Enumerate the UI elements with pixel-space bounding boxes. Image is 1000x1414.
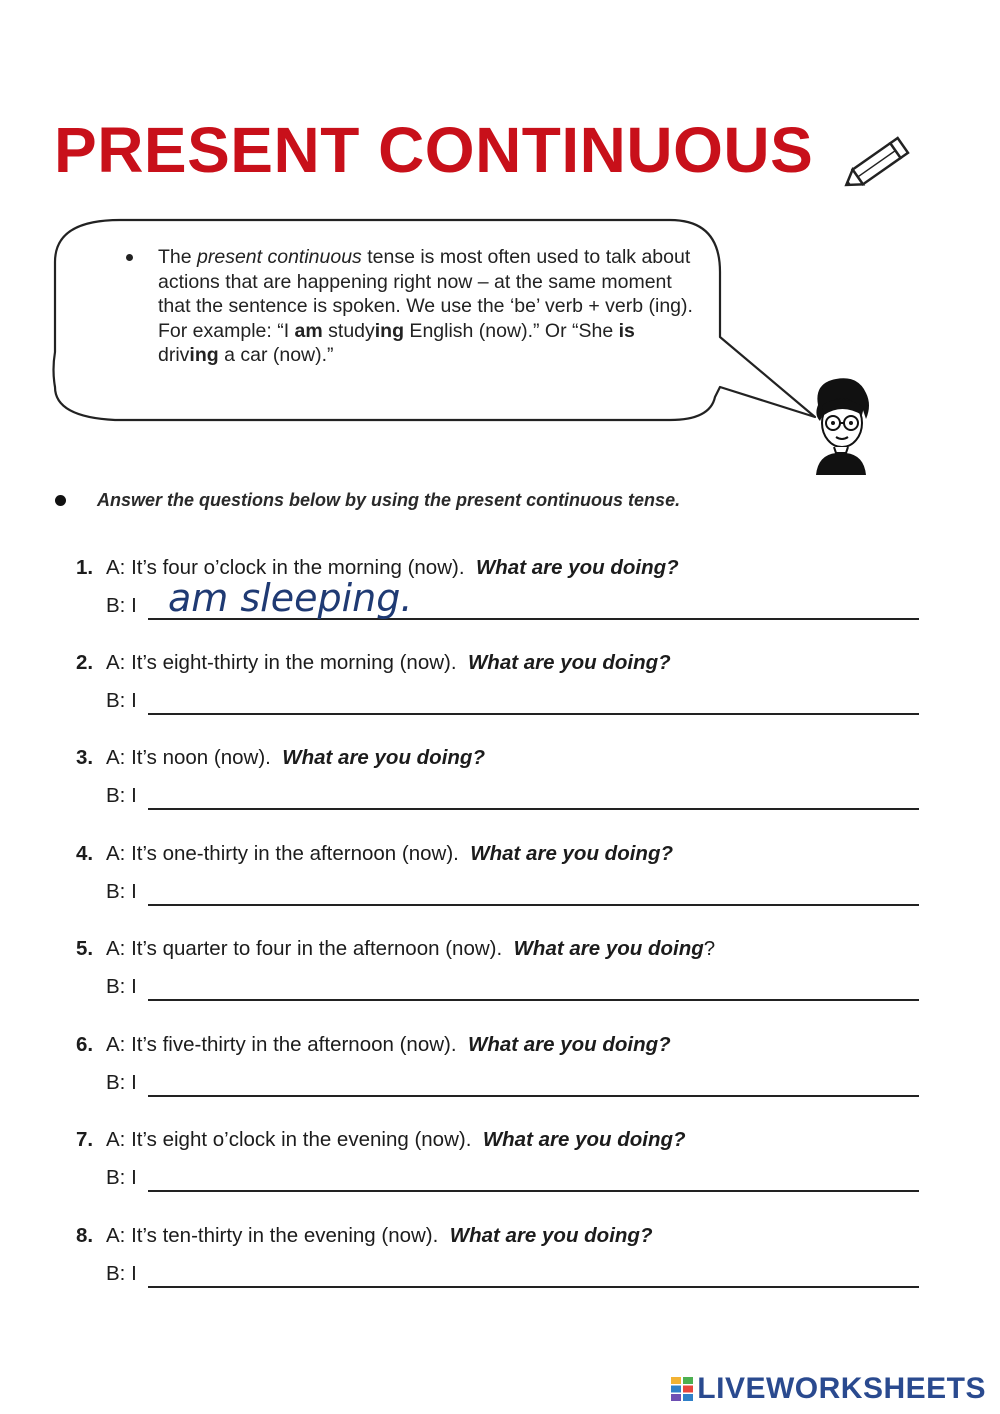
answer-field[interactable]: B: I	[106, 878, 936, 906]
liveworksheets-logo-icon	[671, 1377, 693, 1401]
answer-field[interactable]: B: I	[106, 687, 936, 715]
answer-field[interactable]: B: I	[106, 1260, 936, 1288]
handwritten-answer: am sleeping.	[168, 576, 413, 620]
answer-field[interactable]: B: I	[106, 973, 936, 1001]
pencil-icon	[838, 132, 918, 196]
answer-field[interactable]: B: I	[106, 1164, 936, 1192]
question-item: 2. A: It’s eight-thirty in the morning (now). What are you doing? B: I	[76, 650, 936, 715]
intro-text: The present continuous tense is most often used to talk about actions that are happening right now – at the same moment that the sentence is spoken. We use the ‘be’ verb + verb (ing). For example: “I am studying English (now).” Or “She is driving a car (now).”	[158, 246, 693, 366]
question-item: 7. A: It’s eight o’clock in the evening (now). What are you doing? B: I	[76, 1127, 936, 1192]
bullet-dot	[126, 254, 133, 261]
answer-field[interactable]: B: I	[106, 1069, 936, 1097]
logo-text: LIVEWORKSHEETS	[697, 1372, 986, 1405]
answer-field[interactable]: B: I	[106, 782, 936, 810]
question-item: 6. A: It’s five-thirty in the afternoon (now). What are you doing? B: I	[76, 1032, 936, 1097]
page-title: PRESENT CONTINUOUS	[54, 114, 814, 186]
person-icon	[806, 375, 876, 475]
instruction-text: Answer the questions below by using the present continuous tense.	[97, 490, 681, 510]
question-item: 3. A: It’s noon (now). What are you doing? B: I	[76, 745, 936, 810]
question-item: 1. A: It’s four o’clock in the morning (now). What are you doing? B: I am sleeping.	[76, 555, 936, 620]
answer-field[interactable]: B: I am sleeping.	[106, 592, 936, 620]
question-item: 8. A: It’s ten-thirty in the evening (now). What are you doing? B: I	[76, 1223, 936, 1288]
liveworksheets-logo[interactable]	[671, 1374, 986, 1404]
instruction-bullet	[55, 495, 66, 506]
question-item: 5. A: It’s quarter to four in the afternoon (now). What are you doing? B: I	[76, 936, 936, 1001]
question-item: 4. A: It’s one-thirty in the afternoon (now). What are you doing? B: I	[76, 841, 936, 906]
